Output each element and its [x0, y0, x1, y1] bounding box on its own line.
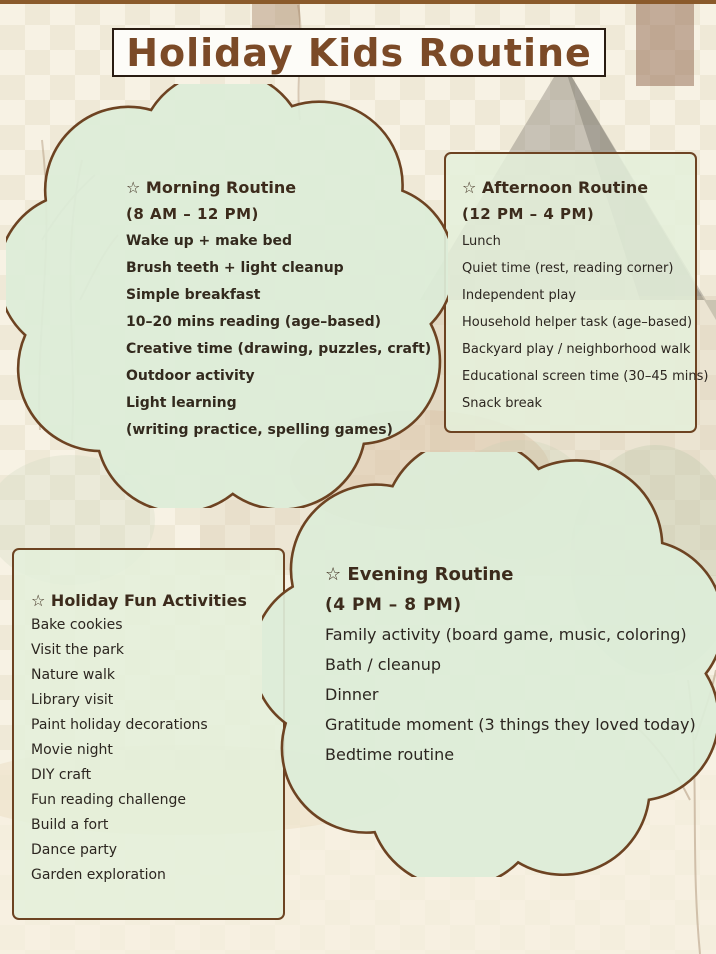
section-heading [126, 174, 438, 201]
routine-item: Wake up + make bed [126, 233, 293, 249]
page-title: Holiday Kids Routine [126, 30, 592, 75]
section-title: Afternoon Routine [481, 178, 649, 197]
routine-item: Household helper task (age–based) [462, 315, 693, 330]
activity-item: Library visit [31, 692, 114, 708]
section-time-range: (12 PM – 4 PM) [462, 205, 595, 223]
activity-item: DIY craft [31, 767, 92, 783]
routine-item-list [325, 620, 710, 770]
routine-item: Outdoor activity [126, 368, 255, 384]
section-title: Evening Routine [347, 564, 514, 585]
section-evening-routine [325, 560, 710, 770]
routine-item: (writing practice, spelling games) [126, 422, 393, 438]
routine-item: Brush teeth + light cleanup [126, 260, 344, 276]
star-icon: ☆ [31, 591, 46, 610]
routine-item-list [126, 228, 438, 444]
section-title: Holiday Fun Activities [50, 591, 247, 610]
routine-item: Backyard play / neighborhood walk [462, 342, 691, 357]
star-icon: ☆ [462, 178, 477, 197]
section-holiday-fun-activities [31, 588, 271, 888]
routine-item: Quiet time (rest, reading corner) [462, 261, 674, 276]
routine-item: Educational screen time (30–45 mins) [462, 369, 709, 384]
activity-item: Bake cookies [31, 617, 123, 633]
routine-item: Gratitude moment (3 things they loved today) [325, 715, 696, 734]
activity-item: Nature walk [31, 667, 115, 683]
section-heading [31, 588, 271, 613]
section-morning-routine [126, 174, 438, 444]
activity-item: Paint holiday decorations [31, 717, 208, 733]
section-title: Morning Routine [145, 178, 297, 197]
activity-item-list [31, 613, 271, 888]
activity-item: Movie night [31, 742, 113, 758]
routine-item: Snack break [462, 396, 543, 411]
routine-item: Bedtime routine [325, 745, 455, 764]
activity-item: Build a fort [31, 817, 109, 833]
routine-item-list [462, 228, 709, 417]
activity-item: Visit the park [31, 642, 125, 658]
routine-item: Creative time (drawing, puzzles, craft) [126, 341, 432, 357]
section-afternoon-routine [462, 174, 709, 417]
routine-item: Independent play [462, 288, 577, 303]
routine-item: Dinner [325, 685, 379, 704]
star-icon: ☆ [325, 564, 342, 585]
routine-item: Bath / cleanup [325, 655, 442, 674]
page-title-box [112, 28, 606, 77]
routine-item: 10–20 mins reading (age–based) [126, 314, 382, 330]
chimney-right [636, 0, 694, 86]
section-heading [462, 174, 692, 201]
section-time-range: (4 PM – 8 PM) [325, 595, 462, 615]
routine-item: Lunch [462, 234, 501, 249]
activity-item: Garden exploration [31, 867, 166, 883]
section-heading [325, 560, 710, 590]
activity-item: Dance party [31, 842, 117, 858]
section-time-range: (8 AM – 12 PM) [126, 205, 259, 223]
top-border-strip [0, 0, 716, 4]
routine-item: Light learning [126, 395, 237, 411]
routine-item: Family activity (board game, music, coloring) [325, 625, 687, 644]
activity-item: Fun reading challenge [31, 792, 187, 808]
routine-item: Simple breakfast [126, 287, 261, 303]
star-icon: ☆ [126, 178, 141, 197]
